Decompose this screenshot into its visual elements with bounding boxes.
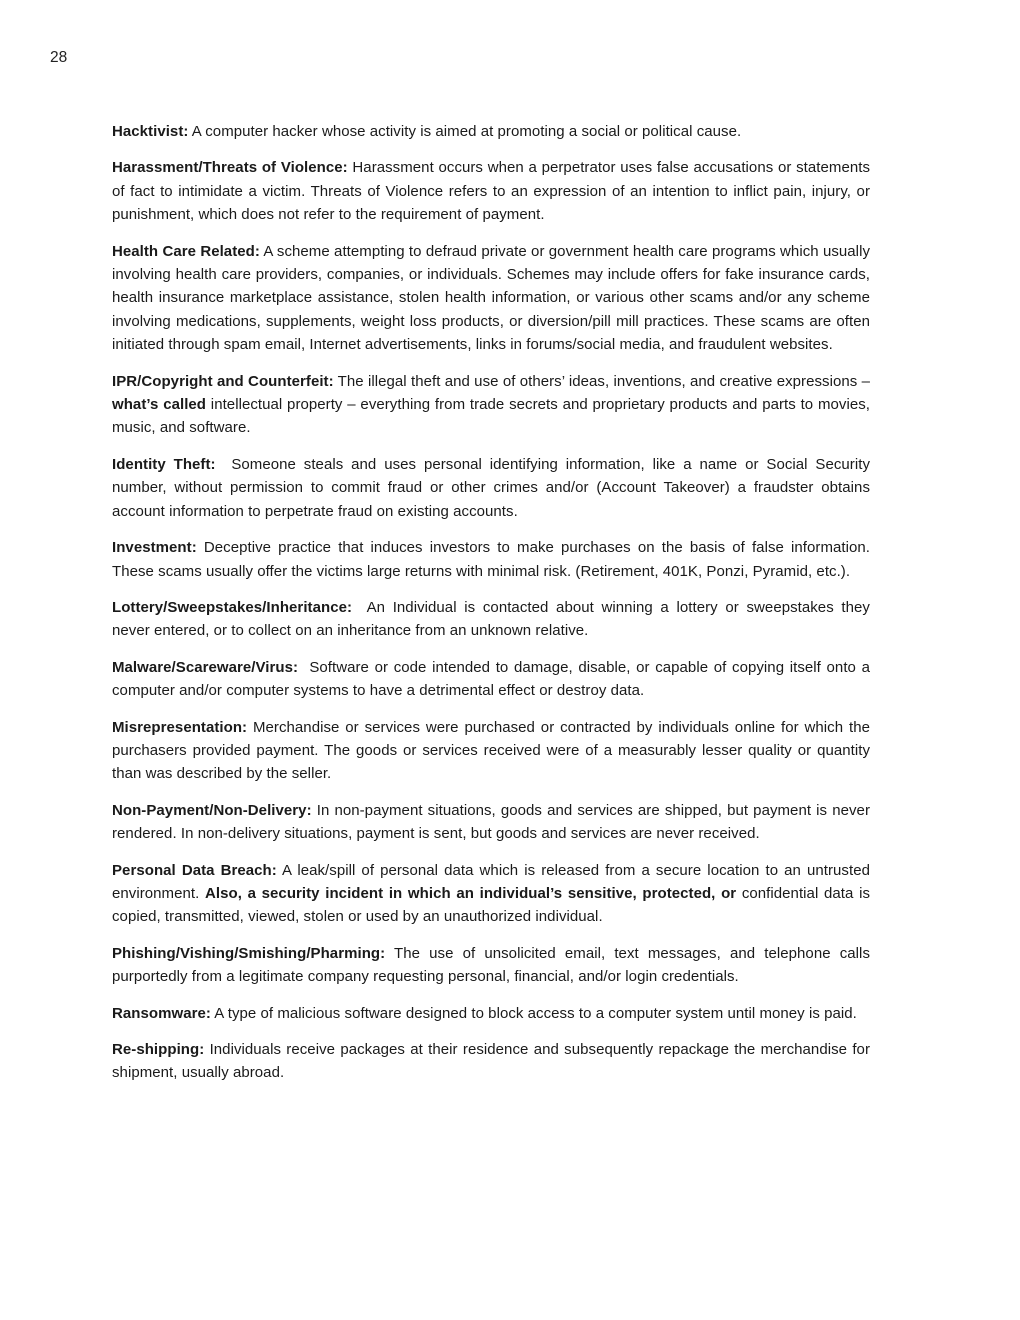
glossary-term: Health Care Related: [112,242,260,260]
glossary-term: Re-shipping: [112,1041,205,1058]
glossary-entry-ransomware [112,1002,870,1025]
glossary-definition: Deceptive practice that induces investors to make purchases on the basis of false information. These scams usually offer the victims large returns with minimal risk. (Retirement, 401K, Ponzi, Pyramid, etc.). [112,539,870,580]
glossary-definition: Individuals receive packages at their residence and subsequently repackage the merchandise for shipment, usually abroad. [112,1041,870,1082]
glossary-term: Malware/Scareware/Virus: [112,658,299,676]
glossary-definition: An Individual is contacted about winning a lottery or sweepstakes they never entered, or to collect on an inheritance from an unknown relative. [112,598,875,640]
glossary-term: Identity Theft: [112,455,216,473]
glossary-entry-non-payment [112,799,870,846]
glossary-entry-phishing [112,942,870,989]
glossary-definition: In non-payment situations, goods and services are shipped, but payment is never rendered. In non-delivery situations, payment is sent, but goods and services are never received. [112,801,870,843]
glossary-definition-cont: confidential data is copied, transmitted, viewed, stolen or used by an unauthorized individual. [112,884,870,926]
glossary-entry-malware [112,656,875,703]
page-number: 28 [50,49,68,66]
glossary-definition: The illegal theft and use of others’ ideas, inventions, and creative expressions – [333,372,870,390]
glossary-term: IPR/Copyright and Counterfeit: [112,372,334,390]
glossary-entry-hacktivist [112,120,870,143]
glossary-emphasis: what’s called [112,396,207,414]
glossary-entry-personal-data-breach [112,859,870,929]
glossary-entry-investment [112,536,870,583]
glossary-entry-identity-theft [112,453,875,523]
glossary-term: Ransomware: [112,1004,211,1022]
glossary-term: Hacktivist: [112,123,189,140]
glossary-entry-lottery [112,596,875,643]
glossary-definition: A type of malicious software designed to block access to a computer system until money is paid. [210,1004,857,1022]
glossary-entry-ipr-copyright [112,370,870,440]
glossary-term: Investment: [112,539,197,557]
glossary-entry-harassment [112,156,870,226]
glossary-term: Misrepresentation: [112,718,248,736]
glossary-definition: The use of unsolicited email, text messages, and telephone calls purportedly from a legitimate company requesting personal, financial, and/or login credentials. [112,944,870,986]
glossary-content [112,120,875,1098]
glossary-definition: Harassment occurs when a perpetrator uses false accusations or statements of fact to intimidate a victim. Threats of Violence refers to an expression of an intention to inflict pain, injury, or punishment, which does not refer to the requirement of payment. [112,159,871,224]
glossary-term: Personal Data Breach: [112,861,277,879]
glossary-entry-misrepresentation [112,716,870,786]
glossary-definition: A scheme attempting to defraud private or government health care programs which usually involving health care providers, companies, or individuals. Schemes may include offers for fake insurance cards, health insurance marketplace assistance, stolen health information, or various other scams and/or any scheme involving medications, supplements, weight loss products, or diversion/pill mill practices. These scams are often initiated through spam email, Internet advertisements, links in forums/social media, and fraudulent websites. [112,242,871,354]
glossary-entry-re-shipping [112,1038,870,1085]
glossary-definition: Merchandise or services were purchased or contracted by individuals online for which the purchasers provided payment. The goods or services received were of a measurably lesser quality or quantity than was described by the seller. [112,718,870,783]
glossary-emphasis: Also, a security incident in which an individual’s sensitive, protected, or [204,884,737,902]
glossary-term: Harassment/Threats of Violence: [112,159,348,177]
glossary-definition: Software or code intended to damage, disable, or capable of copying itself onto a computer and/or computer systems to have a detrimental effect or destroy data. [112,658,875,700]
glossary-definition: Someone steals and uses personal identifying information, like a name or Social Security number, without permission to commit fraud or other crimes and/or (Account Takeover) a fraudster obtains account information to perpetrate fraud on existing accounts. [112,455,875,520]
glossary-definition: A computer hacker whose activity is aimed at promoting a social or political cause. [188,123,742,140]
glossary-term: Lottery/Sweepstakes/Inheritance: [112,598,353,616]
glossary-term: Phishing/Vishing/Smishing/Pharming: [112,944,386,962]
glossary-definition: A leak/spill of personal data which is released from a secure location to an untrusted environment. [112,861,870,902]
glossary-entry-health-care [112,240,870,357]
glossary-definition-cont: intellectual property – everything from trade secrets and proprietary products and parts to movies, music, and software. [112,396,870,437]
glossary-term: Non-Payment/Non-Delivery: [112,801,312,819]
